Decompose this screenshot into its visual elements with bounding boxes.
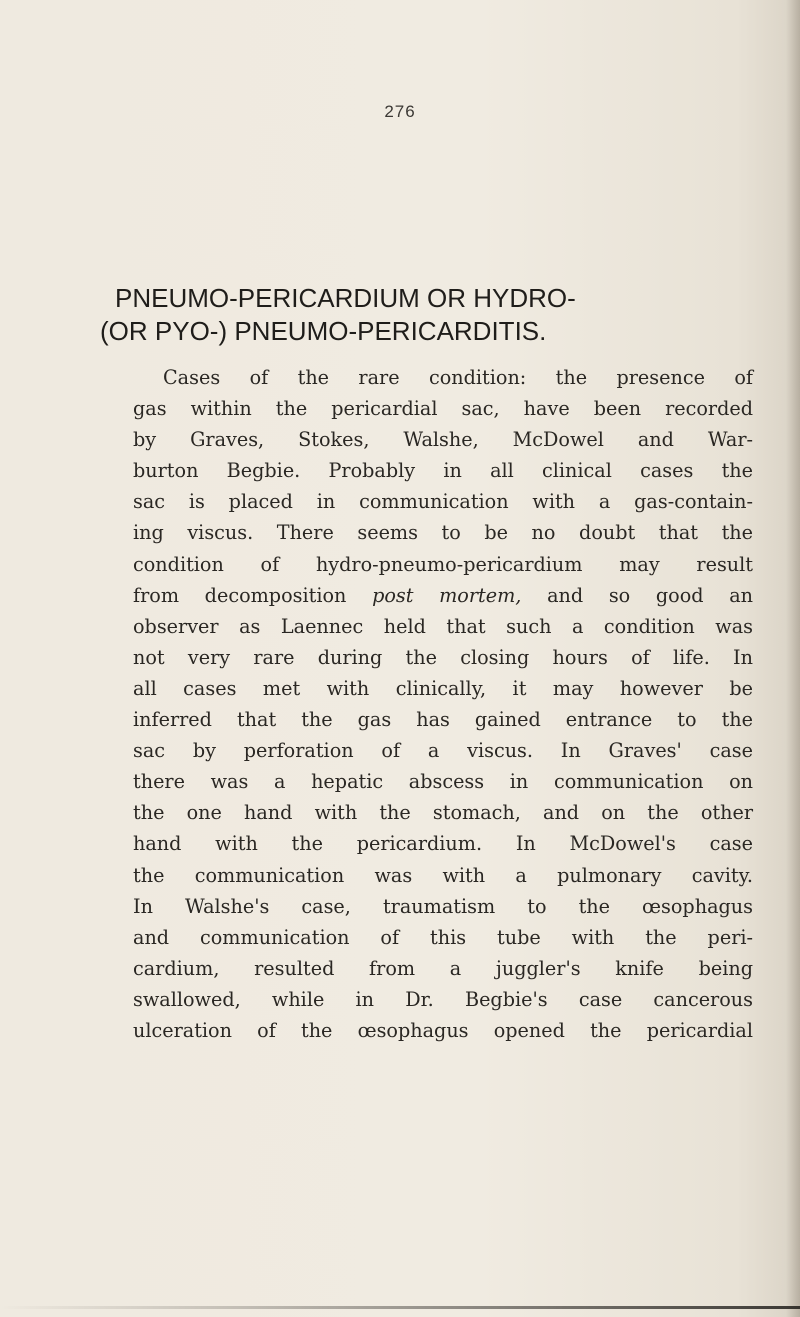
- text-line: burton Begbie. Probably in all clinical cases the: [133, 459, 753, 483]
- text-line: observer as Laennec held that such a condition was: [133, 614, 753, 638]
- text-line: not very rare during the closing hours of life. In: [133, 645, 753, 669]
- text-line: there was a hepatic abscess in communication on: [133, 770, 753, 794]
- text-line: Cases of the rare condition: the presence of: [163, 366, 753, 389]
- text-line: condition of hydro-pneumo-pericardium may result: [133, 552, 753, 576]
- text-fragment: and so good an: [547, 583, 754, 607]
- text-line: and communication of this tube with the peri-: [133, 925, 753, 949]
- text-line: sac is placed in communication with a gas-contain-: [133, 490, 753, 514]
- text-line: gas within the pericardial sac, have been recorded: [133, 397, 753, 421]
- text-line: the communication was with a pulmonary cavity.: [133, 863, 753, 887]
- body-paragraph: [133, 362, 753, 1046]
- text-line: hand with the pericardium. In McDowel's case: [133, 832, 753, 856]
- text-line: by Graves, Stokes, Walshe, McDowel and War-: [133, 428, 753, 452]
- text-line: ing viscus. There seems to be no doubt that the: [133, 521, 753, 545]
- text-line: sac by perforation of a viscus. In Graves' case: [133, 739, 753, 763]
- text-line: swallowed, while in Dr. Begbie's case cancerous: [133, 987, 753, 1011]
- page-edge-shadow: [786, 0, 800, 1317]
- text-line: ulceration of the œsophagus opened the pericardial: [133, 1018, 753, 1042]
- text-fragment: from decomposition: [133, 583, 347, 607]
- heading-line-2: (OR PYO-) PNEUMO-PERICARDITIS.: [100, 316, 547, 346]
- text-line: the one hand with the stomach, and on the other: [133, 801, 753, 825]
- section-heading: [100, 282, 750, 348]
- page-number: 276: [384, 102, 416, 121]
- text-line: [133, 580, 753, 611]
- heading-line-1: PNEUMO-PERICARDIUM OR HYDRO-: [115, 283, 576, 313]
- text-line: inferred that the gas has gained entrance to the: [133, 708, 753, 732]
- bottom-edge-rule: [0, 1306, 800, 1309]
- text-line: cardium, resulted from a juggler's knife being: [133, 956, 753, 980]
- text-line: In Walshe's case, traumatism to the œsophagus: [133, 894, 753, 918]
- italic-phrase: post mortem,: [372, 583, 522, 607]
- text-line: all cases met with clinically, it may however be: [133, 676, 753, 700]
